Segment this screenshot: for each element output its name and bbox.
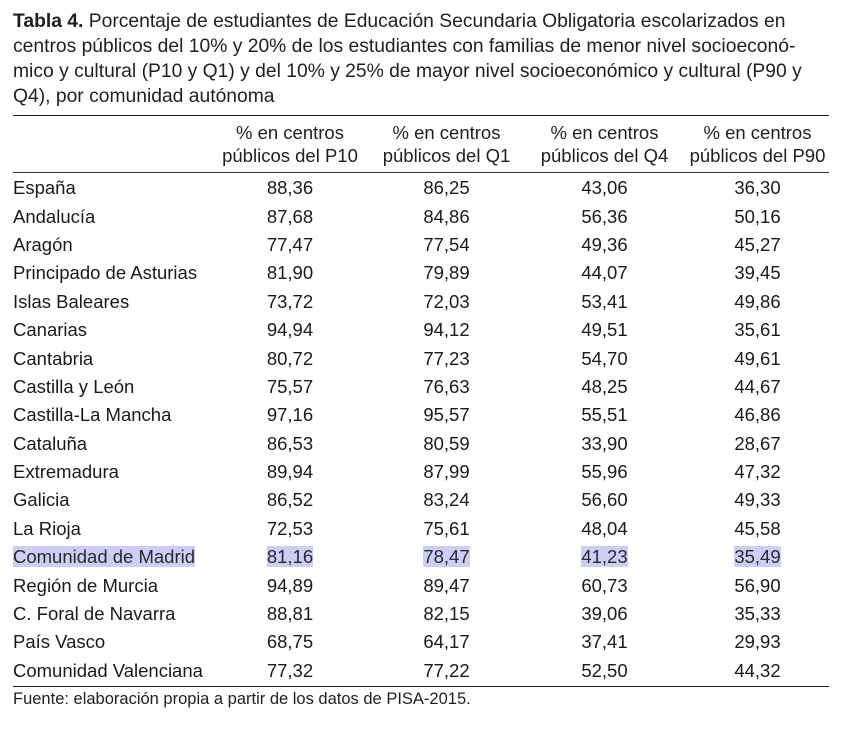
- table-row: [13, 401, 829, 429]
- cell-region: [13, 319, 210, 341]
- cell-p90: [686, 177, 829, 199]
- cell-q1-text: 78,47: [423, 546, 470, 568]
- cell-region: [13, 489, 210, 511]
- cell-q4: [523, 404, 686, 426]
- cell-q4-text: 49,36: [581, 233, 628, 255]
- cell-region: [13, 518, 210, 540]
- cell-region: [13, 206, 210, 228]
- table-row: [13, 430, 829, 458]
- header-q4-line1: % en centros: [550, 122, 659, 143]
- cell-q4-text: 55,96: [581, 461, 628, 483]
- cell-p90-text: 47,32: [734, 461, 781, 483]
- cell-q4: [523, 262, 686, 284]
- cell-q1: [370, 433, 523, 455]
- cell-q4-text: 44,07: [581, 262, 628, 284]
- table-row: [13, 600, 829, 628]
- cell-q4: [523, 575, 686, 597]
- cell-p90: [686, 489, 829, 511]
- cell-q1: [370, 518, 523, 540]
- cell-region-text: País Vasco: [13, 631, 106, 653]
- cell-p10-text: 73,72: [266, 290, 314, 312]
- cell-q4: [523, 177, 686, 199]
- cell-q1-text: 95,57: [423, 404, 470, 426]
- cell-q4: [523, 631, 686, 653]
- cell-p10-text: 81,90: [266, 262, 314, 284]
- source-note: Fuente: elaboración propia a partir de los datos de PISA-2015.: [13, 690, 471, 708]
- cell-region-text: Castilla-La Mancha: [13, 404, 172, 426]
- header-q1-line1: % en centros: [392, 122, 501, 143]
- cell-p10-text: 89,94: [266, 461, 314, 483]
- cell-p10-text: 80,72: [266, 347, 314, 369]
- cell-p90-text: 49,61: [734, 347, 781, 369]
- cell-p90-text: 45,58: [734, 517, 781, 539]
- cell-q4: [523, 461, 686, 483]
- cell-p10: [210, 461, 370, 483]
- table-row: [13, 344, 829, 372]
- cell-p90: [686, 319, 829, 341]
- table-row: [13, 259, 829, 287]
- cell-p10: [210, 631, 370, 653]
- cell-p90: [686, 660, 829, 682]
- header-q1-line2: públicos del Q1: [382, 145, 511, 166]
- table-row: [13, 515, 829, 543]
- cell-q4-text: 55,51: [581, 404, 628, 426]
- cell-q4-text: 48,04: [581, 517, 628, 539]
- cell-q1: [370, 319, 523, 341]
- table-row: [13, 486, 829, 514]
- cell-q1: [370, 376, 523, 398]
- cell-region-text: Castilla y León: [13, 375, 135, 397]
- cell-p10: [210, 660, 370, 682]
- cell-p10-text: 68,75: [266, 631, 314, 653]
- cell-q4-text: 41,23: [581, 546, 628, 568]
- cell-q4-text: 49,51: [581, 319, 628, 341]
- caption-lead: Tabla 4.: [13, 11, 84, 32]
- cell-q1: [370, 660, 523, 682]
- cell-q4-text: 60,73: [581, 574, 628, 596]
- cell-q4: [523, 376, 686, 398]
- cell-region-text: Galicia: [13, 489, 70, 511]
- cell-q1: [370, 262, 523, 284]
- table-row: [13, 288, 829, 316]
- cell-region-text: Cantabria: [13, 347, 94, 369]
- header-p10: [210, 121, 370, 167]
- cell-q1-text: 80,59: [423, 432, 470, 454]
- cell-region: [13, 575, 210, 597]
- table-row: [13, 231, 829, 259]
- header-p90: [686, 121, 829, 167]
- cell-q4: [523, 348, 686, 370]
- cell-q4: [523, 319, 686, 341]
- table-bottom-rule: [13, 686, 829, 687]
- table-row: [13, 458, 829, 486]
- cell-q4-text: 54,70: [581, 347, 628, 369]
- cell-q1-text: 87,99: [423, 461, 470, 483]
- cell-p90: [686, 631, 829, 653]
- cell-p90: [686, 404, 829, 426]
- cell-p90: [686, 461, 829, 483]
- cell-q4: [523, 660, 686, 682]
- cell-p10-text: 86,53: [266, 432, 314, 454]
- cell-p10: [210, 404, 370, 426]
- cell-p90-text: 49,86: [734, 290, 781, 312]
- cell-q1: [370, 404, 523, 426]
- cell-p10: [210, 546, 370, 568]
- data-table: [13, 115, 829, 687]
- cell-p10-text: 72,53: [266, 517, 314, 539]
- table-row: [13, 628, 829, 656]
- cell-q1: [370, 575, 523, 597]
- cell-q1: [370, 546, 523, 568]
- cell-p10: [210, 348, 370, 370]
- cell-p10: [210, 518, 370, 540]
- cell-region-text: Región de Murcia: [13, 574, 158, 596]
- cell-p90-text: 44,32: [734, 659, 781, 681]
- cell-p10-text: 94,94: [266, 319, 314, 341]
- cell-q1-text: 64,17: [423, 631, 470, 653]
- cell-region-text: Islas Baleares: [13, 290, 130, 312]
- cell-p90: [686, 262, 829, 284]
- cell-region-text: C. Foral de Navarra: [13, 603, 176, 625]
- cell-region: [13, 376, 210, 398]
- cell-p90-text: 45,27: [734, 233, 781, 255]
- cell-p10-text: 86,52: [266, 489, 314, 511]
- cell-p10-text: 75,57: [266, 375, 314, 397]
- cell-q4: [523, 603, 686, 625]
- cell-p90: [686, 546, 829, 568]
- cell-p10: [210, 603, 370, 625]
- cell-p90: [686, 348, 829, 370]
- cell-p10-text: 88,81: [266, 603, 314, 625]
- cell-p10: [210, 319, 370, 341]
- cell-p10: [210, 433, 370, 455]
- cell-q1-text: 75,61: [423, 517, 470, 539]
- cell-p10: [210, 177, 370, 199]
- cell-q1: [370, 234, 523, 256]
- cell-q1-text: 72,03: [423, 290, 470, 312]
- cell-p10-text: 77,32: [266, 659, 314, 681]
- cell-region-text: España: [13, 177, 76, 199]
- cell-region-text: La Rioja: [13, 517, 81, 539]
- table-row: [13, 373, 829, 401]
- cell-q1-text: 77,54: [423, 233, 470, 255]
- cell-region: [13, 603, 210, 625]
- table-row: [13, 316, 829, 344]
- cell-p10-text: 77,47: [266, 233, 314, 255]
- cell-q4: [523, 291, 686, 313]
- cell-region-text: Principado de Asturias: [13, 262, 198, 284]
- cell-p10: [210, 575, 370, 597]
- cell-region: [13, 262, 210, 284]
- cell-q4-text: 33,90: [581, 432, 628, 454]
- cell-region: [13, 660, 210, 682]
- cell-p90: [686, 518, 829, 540]
- cell-q1-text: 94,12: [423, 319, 470, 341]
- cell-region: [13, 546, 210, 568]
- cell-p10-text: 81,16: [266, 546, 314, 568]
- cell-q1: [370, 291, 523, 313]
- cell-region: [13, 234, 210, 256]
- cell-q4-text: 39,06: [581, 603, 628, 625]
- cell-q1-text: 76,63: [423, 375, 470, 397]
- cell-p10: [210, 291, 370, 313]
- cell-q1-text: 79,89: [423, 262, 470, 284]
- cell-q1: [370, 489, 523, 511]
- cell-q1-text: 82,15: [423, 603, 470, 625]
- table-header: [13, 116, 829, 172]
- cell-region: [13, 404, 210, 426]
- cell-q1: [370, 631, 523, 653]
- cell-region: [13, 177, 210, 199]
- cell-p90-text: 28,67: [734, 432, 781, 454]
- cell-p90-text: 39,45: [734, 262, 781, 284]
- cell-p90: [686, 376, 829, 398]
- cell-region-text: Comunidad Valenciana: [13, 659, 203, 681]
- cell-p90: [686, 433, 829, 455]
- table-row: [13, 571, 829, 599]
- cell-q1: [370, 177, 523, 199]
- cell-q1-text: 89,47: [423, 574, 470, 596]
- cell-q4-text: 48,25: [581, 375, 628, 397]
- cell-q1-text: 83,24: [423, 489, 470, 511]
- cell-region: [13, 631, 210, 653]
- cell-q1-text: 77,22: [423, 659, 470, 681]
- cell-region-text: Cataluña: [13, 432, 88, 454]
- cell-p90-text: 49,33: [734, 489, 781, 511]
- cell-q1-text: 84,86: [423, 205, 470, 227]
- cell-region-text: Comunidad de Madrid: [13, 546, 196, 568]
- cell-p90: [686, 206, 829, 228]
- cell-q4: [523, 433, 686, 455]
- table-body: [13, 173, 829, 685]
- cell-p10-text: 87,68: [266, 205, 314, 227]
- header-p90-line2: públicos del P90: [689, 145, 826, 166]
- cell-q1: [370, 461, 523, 483]
- cell-p90-text: 44,67: [734, 375, 781, 397]
- cell-region: [13, 461, 210, 483]
- cell-region-text: Andalucía: [13, 205, 96, 227]
- cell-q4: [523, 546, 686, 568]
- cell-p10-text: 97,16: [266, 404, 314, 426]
- cell-p10: [210, 206, 370, 228]
- cell-q4-text: 52,50: [581, 659, 628, 681]
- caption-text: Porcentaje de estudiantes de Educación Secundaria Obligatoria escolarizados en centros públicos del 10% y 20% de los estudiantes con familias de menor nivel socioeconó-mico y cultural (P10 y Q1) y del 10% y 25% de mayor nivel socioeconómico y cultural (P90 y Q4), por comunidad autónoma: [13, 11, 802, 107]
- table-caption: [13, 9, 831, 109]
- header-p90-line1: % en centros: [703, 122, 812, 143]
- cell-region-text: Extremadura: [13, 461, 119, 483]
- cell-p90-text: 29,93: [734, 631, 781, 653]
- cell-q4-text: 37,41: [581, 631, 628, 653]
- cell-p10-text: 94,89: [266, 574, 314, 596]
- cell-p90: [686, 291, 829, 313]
- header-q4: [523, 121, 686, 167]
- cell-q1: [370, 348, 523, 370]
- cell-region-text: Aragón: [13, 233, 73, 255]
- table-row: [13, 543, 829, 571]
- header-q4-line2: públicos del Q4: [540, 145, 669, 166]
- cell-q4: [523, 234, 686, 256]
- cell-q4: [523, 206, 686, 228]
- header-q1: [370, 121, 523, 167]
- cell-region: [13, 348, 210, 370]
- table-row: [13, 657, 829, 685]
- cell-p90-text: 35,49: [734, 546, 781, 568]
- cell-q4: [523, 518, 686, 540]
- cell-p90: [686, 603, 829, 625]
- cell-p90-text: 35,33: [734, 603, 781, 625]
- cell-p10: [210, 234, 370, 256]
- cell-q1-text: 86,25: [423, 177, 470, 199]
- cell-p90-text: 50,16: [734, 205, 781, 227]
- cell-q1-text: 77,23: [423, 347, 470, 369]
- cell-p10: [210, 489, 370, 511]
- table-row: [13, 202, 829, 230]
- table-row: [13, 174, 829, 202]
- cell-q4: [523, 489, 686, 511]
- cell-p90: [686, 575, 829, 597]
- cell-q4-text: 56,36: [581, 205, 628, 227]
- cell-region: [13, 291, 210, 313]
- cell-p10: [210, 262, 370, 284]
- cell-p90-text: 36,30: [734, 177, 781, 199]
- cell-q1: [370, 603, 523, 625]
- cell-q1: [370, 206, 523, 228]
- header-p10-line1: % en centros: [236, 122, 344, 143]
- cell-region-text: Canarias: [13, 319, 88, 341]
- header-p10-line2: públicos del P10: [222, 145, 358, 166]
- cell-p10: [210, 376, 370, 398]
- cell-p90-text: 56,90: [734, 574, 781, 596]
- cell-p90: [686, 234, 829, 256]
- cell-q4-text: 43,06: [581, 177, 628, 199]
- cell-p90-text: 35,61: [734, 319, 781, 341]
- cell-q4-text: 56,60: [581, 489, 628, 511]
- cell-p10-text: 88,36: [266, 177, 314, 199]
- cell-region: [13, 433, 210, 455]
- cell-q4-text: 53,41: [581, 290, 628, 312]
- cell-p90-text: 46,86: [734, 404, 781, 426]
